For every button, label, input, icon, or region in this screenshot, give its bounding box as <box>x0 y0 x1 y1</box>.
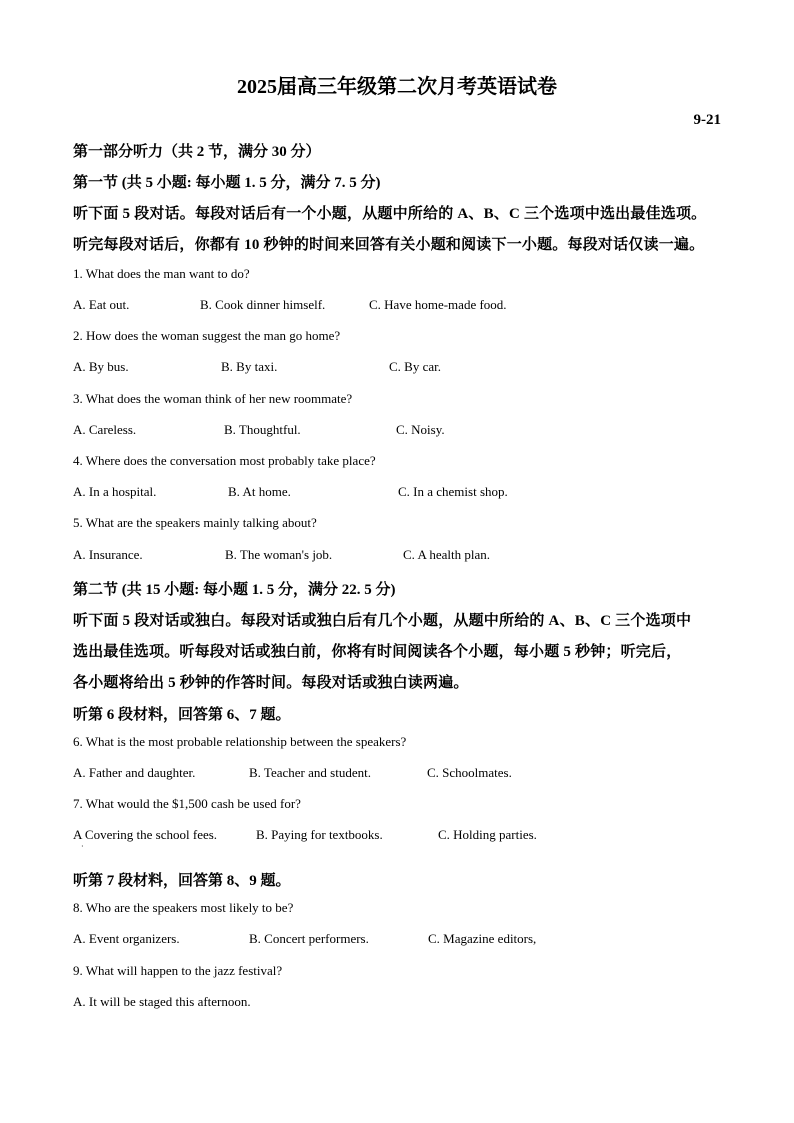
option-b: B. By taxi. <box>221 359 278 374</box>
exam-title: 2025届高三年级第二次月考英语试卷 <box>237 76 557 98</box>
option-b: B. Cook dinner himself. <box>200 297 326 312</box>
option-c: C. Have home-made food. <box>369 297 507 312</box>
option-c: C. In a chemist shop. <box>398 484 508 499</box>
exam-date: 9-21 <box>693 112 721 128</box>
option-a: A. It will be staged this afternoon. <box>73 994 251 1009</box>
option-b: B. Paying for textbooks. <box>256 827 383 842</box>
question-text: 2. How does the woman suggest the man go home? <box>73 328 341 343</box>
section2-heading: 第二节 (共 15 小题: 每小题 1. 5 分，满分 22. 5 分) <box>73 582 396 598</box>
option-b: B. The woman's job. <box>225 547 333 562</box>
section1-instruction-line: 听完每段对话后，你都有 10 秒钟的时间来回答有关小题和阅读下一小题。每段对话仅读一遍。 <box>73 237 705 253</box>
option-c: C. A health plan. <box>403 547 491 562</box>
option-b: B. Thoughtful. <box>224 422 301 437</box>
section1-instruction-line: 听下面 5 段对话。每段对话后有一个小题，从题中所给的 A、B、C 三个选项中选出最佳选项。 <box>73 206 707 222</box>
section2-instruction-line: 听下面 5 段对话或独白。每段对话或独白后有几个小题，从题中所给的 A、B、C 三个选项中 <box>73 613 692 629</box>
material-7-heading: 听第 7 段材料，回答第 8、9 题。 <box>73 873 291 889</box>
option-c: C. Noisy. <box>396 422 445 437</box>
option-a: A. Eat out. <box>73 297 130 312</box>
option-b: B. Concert performers. <box>249 931 369 946</box>
stray-mark: · <box>81 842 84 851</box>
question-text: 8. Who are the speakers most likely to be? <box>73 900 294 915</box>
question-text: 6. What is the most probable relationship between the speakers? <box>73 734 407 749</box>
option-a: A Covering the school fees. <box>73 827 218 842</box>
question-text: 7. What would the $1,500 cash be used for? <box>73 796 301 811</box>
question-text: 9. What will happen to the jazz festival? <box>73 963 283 978</box>
question-text: 5. What are the speakers mainly talking about? <box>73 515 317 530</box>
section1-heading: 第一节 (共 5 小题: 每小题 1. 5 分，满分 7. 5 分) <box>73 175 381 191</box>
option-c: C. Magazine editors, <box>428 931 537 946</box>
section2-instruction-line: 选出最佳选项。听每段对话或独白前，你将有时间阅读各个小题，每小题 5 秒钟；听完后， <box>73 644 682 660</box>
question-text: 4. Where does the conversation most probably take place? <box>73 453 376 468</box>
part1-heading: 第一部分听力（共 2 节，满分 30 分） <box>73 144 321 160</box>
material-6-heading: 听第 6 段材料，回答第 6、7 题。 <box>73 707 291 723</box>
option-a: A. Father and daughter. <box>73 765 196 780</box>
option-c: C. Schoolmates. <box>427 765 512 780</box>
section2-instruction-line: 各小题将给出 5 秒钟的作答时间。每段对话或独白读两遍。 <box>73 675 469 691</box>
question-text: 3. What does the woman think of her new roommate? <box>73 391 353 406</box>
option-b: B. Teacher and student. <box>249 765 371 780</box>
option-a: A. Event organizers. <box>73 931 180 946</box>
option-b: B. At home. <box>228 484 291 499</box>
option-a: A. Careless. <box>73 422 137 437</box>
option-a: A. Insurance. <box>73 547 143 562</box>
option-a: A. By bus. <box>73 359 129 374</box>
question-text: 1. What does the man want to do? <box>73 266 250 281</box>
option-c: C. Holding parties. <box>438 827 537 842</box>
option-a: A. In a hospital. <box>73 484 157 499</box>
option-c: C. By car. <box>389 359 441 374</box>
